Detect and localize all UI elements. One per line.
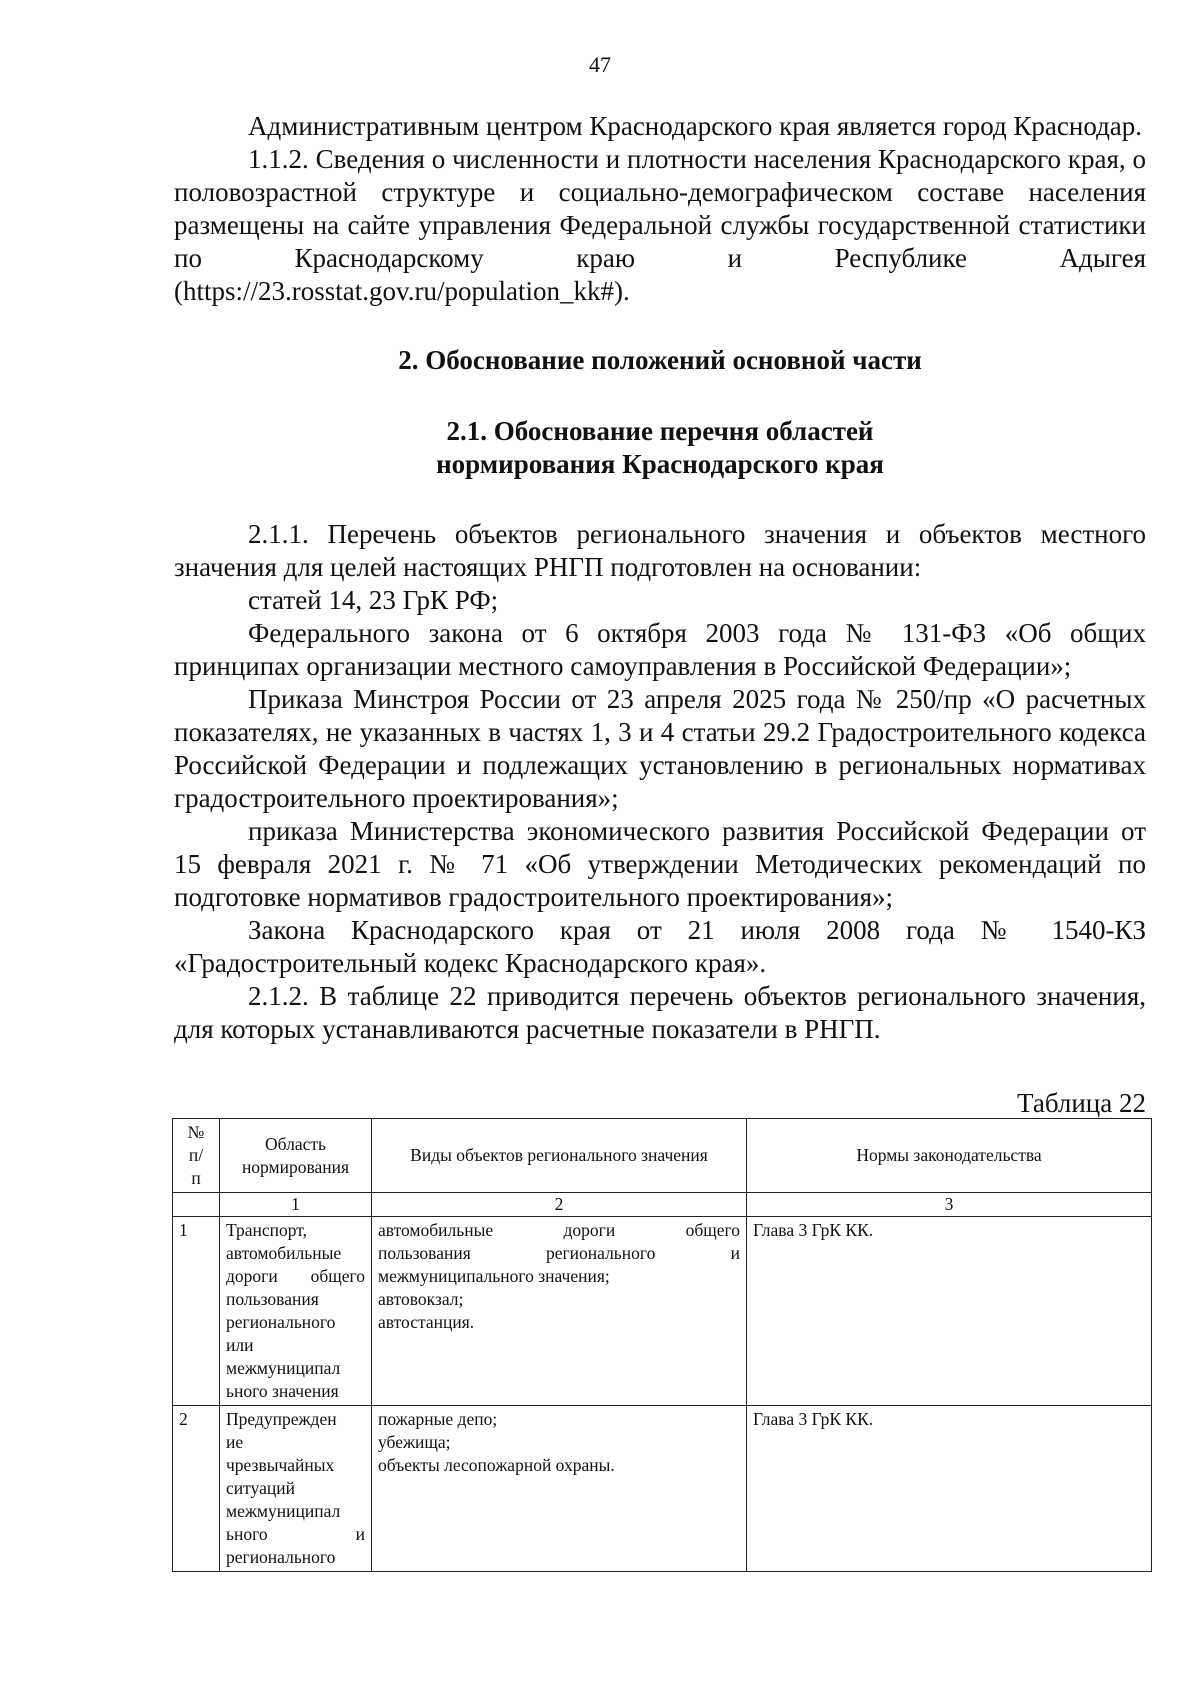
area-line: регионального bbox=[226, 1547, 336, 1567]
area-line: регионального bbox=[226, 1312, 336, 1332]
row-num: 2 bbox=[173, 1406, 220, 1572]
row-area bbox=[220, 1217, 372, 1406]
row-area bbox=[220, 1406, 372, 1572]
section-heading-2-1 bbox=[174, 415, 1146, 481]
area-line: межмуниципал bbox=[226, 1501, 341, 1521]
header-area-line-2: нормирования bbox=[241, 1156, 350, 1177]
page-number: 47 bbox=[589, 52, 611, 77]
paragraph-admin-center: Административным центром Краснодарского края является город Краснодар. bbox=[248, 111, 1143, 141]
area-line: ьного и bbox=[226, 1524, 365, 1544]
area-line: автомобильные bbox=[226, 1243, 342, 1263]
row-objects bbox=[372, 1406, 747, 1572]
paragraph-2-1-1-intro: 2.1.1. Перечень объектов регионального значения и объектов местного значения для целей настоящих РНГП подготовлен на основании: bbox=[174, 519, 1146, 582]
row-num: 1 bbox=[173, 1217, 220, 1406]
header-num-line-3: п bbox=[191, 1168, 201, 1188]
row-norms: Глава 3 ГрК КК. bbox=[747, 1406, 1152, 1572]
objects-line: межмуниципального значения; bbox=[378, 1266, 610, 1286]
objects-line: убежища; bbox=[378, 1432, 451, 1452]
table-header-row bbox=[173, 1119, 1152, 1193]
heading-line-1: 2.1. Обоснование перечня областей bbox=[446, 416, 874, 446]
table-row bbox=[173, 1217, 1152, 1406]
header-num-line-2: п/ bbox=[188, 1145, 204, 1165]
colnum-2: 2 bbox=[372, 1193, 747, 1217]
area-line: межмуниципал bbox=[226, 1358, 341, 1378]
colnum-empty bbox=[173, 1193, 220, 1217]
list-item-kz1540: Закона Краснодарского края от 21 июля 2008 года № 1540-КЗ «Градостроительный кодекс Краснодарского края». bbox=[174, 915, 1146, 978]
heading-line-2: нормирования Краснодарского края bbox=[436, 449, 884, 479]
area-line: Транспорт, bbox=[226, 1220, 308, 1240]
area-line: ьного значения bbox=[226, 1381, 339, 1401]
table-colnum-row bbox=[173, 1193, 1152, 1217]
header-norms: Нормы законодательства bbox=[747, 1119, 1152, 1193]
paragraph-population-info: 1.1.2. Сведения о численности и плотности населения Краснодарского края, о половозрастной структуре и социально-демографическом составе населения размещены на сайте управления Федеральной службы государственной статистики по Краснодарскому краю и Республике Адыгея (https://23.rosstat.gov.ru/population_kk#). bbox=[174, 144, 1146, 306]
objects-line: пользования регионального и bbox=[378, 1243, 740, 1263]
list-item-fz131: Федерального закона от 6 октября 2003 года № 131-ФЗ «Об общих принципах организации местного самоуправления в Российской Федерации»; bbox=[174, 618, 1146, 681]
area-line: Предупрежден bbox=[226, 1409, 337, 1429]
list-item-grk: статей 14, 23 ГрК РФ; bbox=[248, 585, 499, 615]
area-line: или bbox=[226, 1335, 254, 1355]
objects-line: автовокзал; bbox=[378, 1289, 464, 1309]
area-line: пользования bbox=[226, 1289, 319, 1309]
header-area-line-1: Область bbox=[264, 1133, 326, 1154]
objects-line: пожарные депо; bbox=[378, 1409, 498, 1429]
header-area bbox=[220, 1119, 372, 1193]
objects-line: автомобильные дороги общего bbox=[378, 1220, 740, 1240]
header-num bbox=[173, 1119, 220, 1193]
area-line: дороги общего bbox=[226, 1266, 365, 1286]
row-norms: Глава 3 ГрК КК. bbox=[747, 1217, 1152, 1406]
header-num-line-1: № bbox=[187, 1122, 205, 1142]
area-line: чрезвычайных bbox=[226, 1455, 335, 1475]
table-caption: Таблица 22 bbox=[1017, 1088, 1146, 1118]
table-row bbox=[173, 1406, 1152, 1572]
colnum-1: 1 bbox=[220, 1193, 372, 1217]
area-line: ситуаций bbox=[226, 1478, 295, 1498]
header-objects: Виды объектов регионального значения bbox=[372, 1119, 747, 1193]
colnum-3: 3 bbox=[747, 1193, 1152, 1217]
list-item-minstroy: Приказа Минстроя России от 23 апреля 2025 года № 250/пр «О расчетных показателях, не указанных в частях 1, 3 и 4 статьи 29.2 Градостроительного кодекса Российской Федерации и подлежащих установлению в региональных нормативах градостроительного проектирования»; bbox=[174, 684, 1146, 813]
objects-line: автостанция. bbox=[378, 1312, 475, 1332]
area-line: ие bbox=[226, 1432, 244, 1452]
objects-line: объекты лесопожарной охраны. bbox=[378, 1455, 615, 1475]
row-objects bbox=[372, 1217, 747, 1406]
document-body bbox=[174, 110, 1146, 1046]
paragraph-2-1-2: 2.1.2. В таблице 22 приводится перечень объектов регионального значения, для которых устанавливаются расчетные показатели в РНГП. bbox=[174, 981, 1146, 1044]
objects-table bbox=[172, 1118, 1152, 1572]
section-heading-2: 2. Обоснование положений основной части bbox=[398, 345, 922, 375]
list-item-minek: приказа Министерства экономического развития Российской Федерации от 15 февраля 2021 г. № 71 «Об утверждении Методических рекомендаций по подготовке нормативов градостроительного проектирования»; bbox=[174, 816, 1146, 912]
